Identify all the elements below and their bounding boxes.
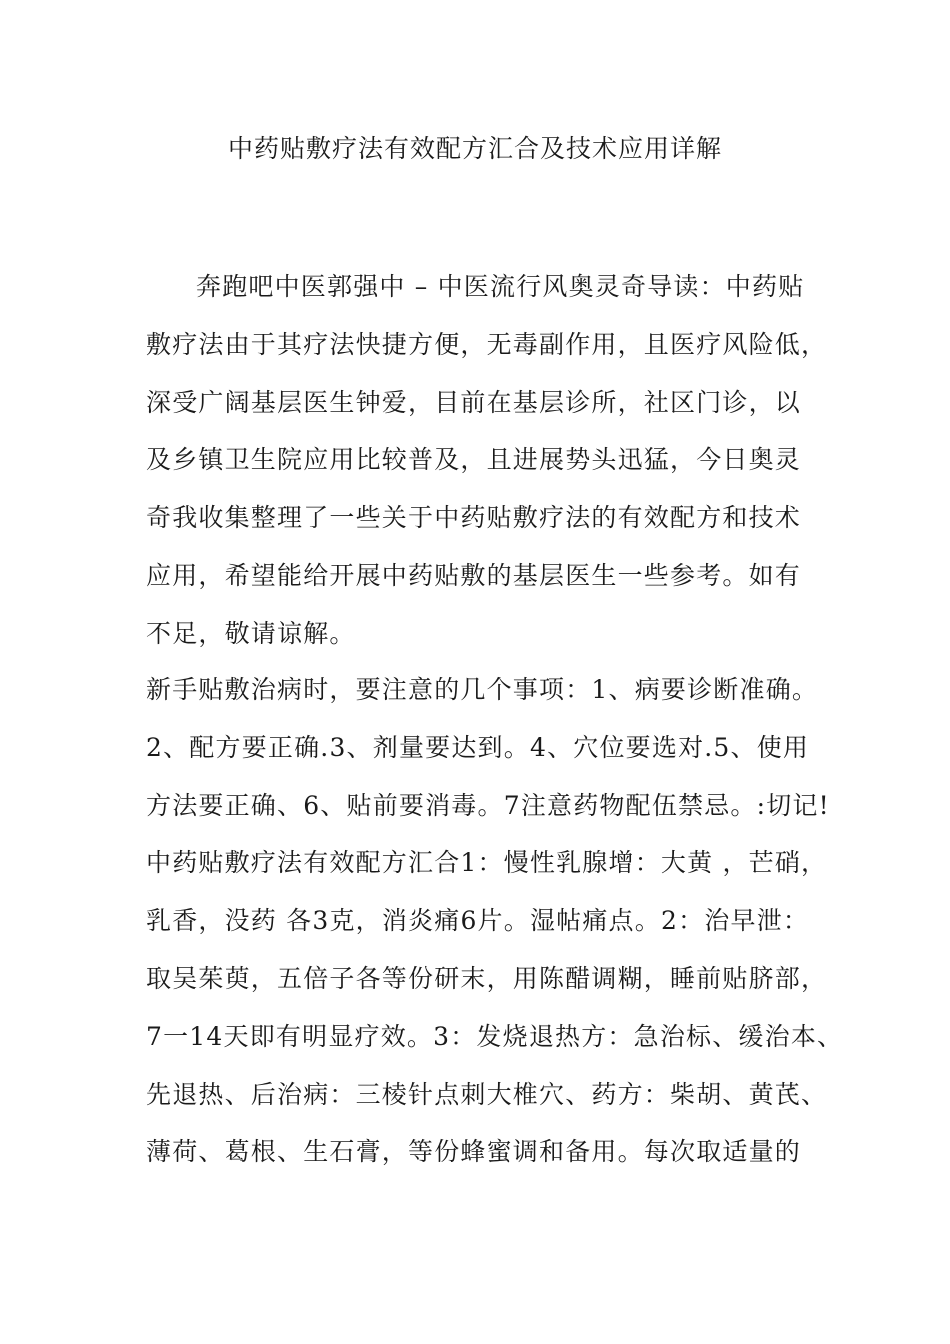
body-line: 薄荷、葛根、生石膏，等份蜂蜜调和备用。每次取适量的 — [146, 1137, 802, 1167]
intro-line: 奇我收集整理了一些关于中药贴敷疗法的有效配方和技术 — [146, 503, 802, 533]
intro-line: 应用，希望能给开展中药贴敷的基层医生一些参考。如有 — [146, 560, 802, 590]
intro-paragraph — [146, 270, 826, 675]
intro-line: 不足，敬请谅解。 — [146, 618, 356, 648]
body-line: 方法要正确、6、贴前要消毒。7注意药物配伍禁忌。:切记! — [146, 790, 830, 820]
intro-line: 奔跑吧中医郭强中 – 中医流行风奥灵奇导读：中药贴 — [196, 272, 805, 301]
body-line: 中药贴敷疗法有效配方汇合1：慢性乳腺增：大黄 ，芒硝， — [146, 848, 828, 878]
document-title: 中药贴敷疗法有效配方汇合及技术应用详解 — [227, 134, 722, 163]
body-line: 2、配方要正确.3、剂量要达到。4、穴位要选对.5、使用 — [146, 732, 810, 762]
intro-line: 深受广阔基层医生钟爱，目前在基层诊所，社区门诊，以 — [146, 387, 802, 417]
intro-line: 及乡镇卫生院应用比较普及，且进展势头迅猛，今日奥灵 — [146, 445, 802, 475]
body-line: 新手贴敷治病时，要注意的几个事项：1、病要诊断准确。 — [146, 675, 819, 704]
body-paragraph — [146, 673, 844, 1193]
body-line: 7一14天即有明显疗效。3：发烧退热方：急治标、缓治本、 — [146, 1021, 844, 1051]
intro-line: 敷疗法由于其疗法快捷方便，无毒副作用，且医疗风险低， — [146, 329, 828, 359]
body-line: 先退热、后治病：三棱针点刺大椎穴、药方：柴胡、黄芪、 — [146, 1079, 828, 1109]
body-line: 取吴茱萸，五倍子各等份研末，用陈醋调糊，睡前贴脐部， — [146, 963, 828, 993]
body-line: 乳香，没药 各3克，消炎痛6片。湿帖痛点。2：治早泄： — [146, 906, 810, 936]
